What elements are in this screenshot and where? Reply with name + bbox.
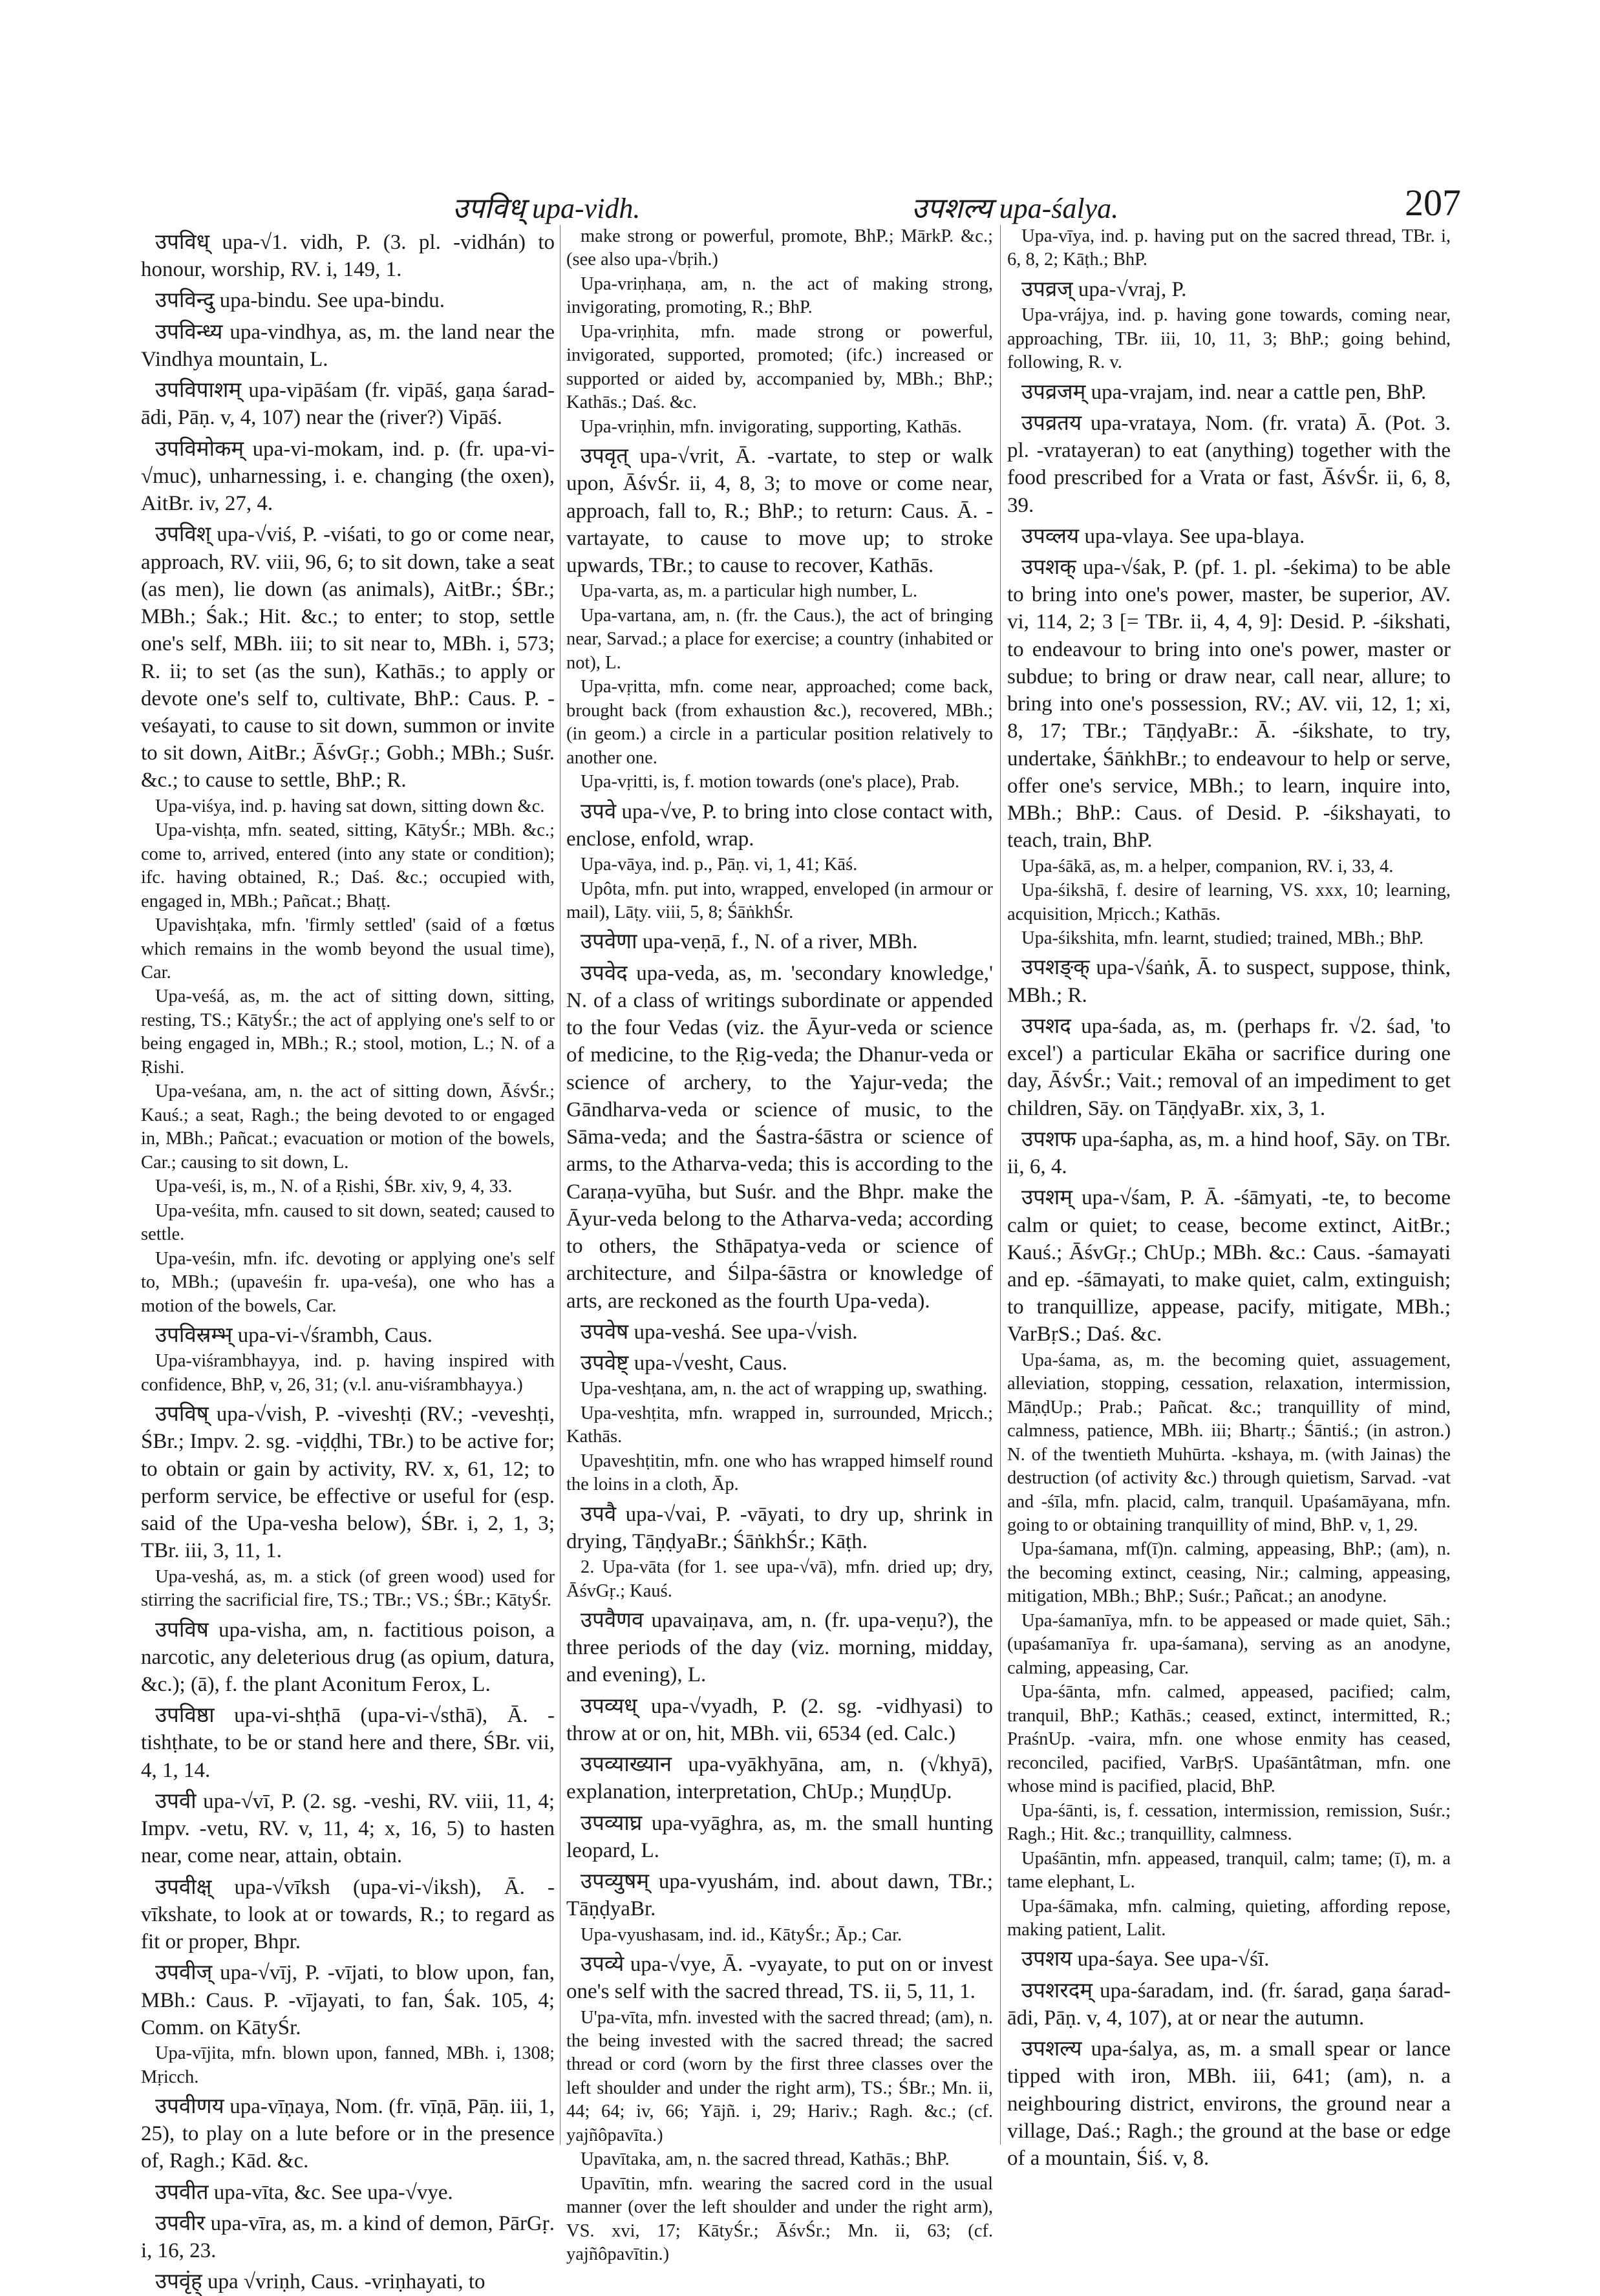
dictionary-entry-headword: उपव्ये upa-√vye, Ā. -vyayate, to put on or invest one's self with the sacred thread, TS. ii, 5, 11, 1. (566, 1953, 993, 2004)
dictionary-subentry: Upa-śikshita, mfn. learnt, studied; trained, MBh.; BhP. (1021, 928, 1424, 948)
dictionary-subentry: Upa-vṛitti, is, f. motion towards (one's place), Prab. (581, 772, 960, 792)
dictionary-subentry: Upa-veshá, as, m. a stick (of green wood) used for stirring the sacrificial fire, TS.; TBr.; VS.; ŚBr.; KātyŚr. (141, 1566, 555, 1611)
dictionary-subentry: Upa-vāya, ind. p., Pāṇ. vi, 1, 41; Kāś. (581, 855, 858, 875)
dictionary-subentry: Upa-veśin, mfn. ifc. devoting or applying one's self to, MBh.; (upaveśin fr. upa-veśa), one who has a motion of the bowels, Car. (141, 1248, 555, 1316)
dictionary-entry-headword: उपविन्दु upa-bindu. See upa-bindu. (155, 289, 445, 313)
dictionary-entry-headword: उपवे upa-√ve, P. to bring into close contact with, enclose, enfold, wrap. (566, 800, 993, 851)
dictionary-subentry: Upa-veśita, mfn. caused to sit down, seated; caused to settle. (141, 1200, 555, 1245)
dictionary-subentry: Upa-vīya, ind. p. having put on the sacred thread, TBr. i, 6, 8, 2; Kāṭh.; BhP. (1007, 226, 1451, 270)
dictionary-entry-headword: उपशङ्क् upa-√śaṅk, Ā. to suspect, suppose, think, MBh.; R. (1007, 956, 1451, 1007)
dictionary-entry-headword: उपवेद upa-veda, as, m. 'secondary knowledge,' N. of a class of writings subordinate or appended to the four Vedas (viz. the Āyur-veda or science of medicine, to the Ṛig-veda; the Dhanur-veda or science of archery, to the Yajur-veda; the Gāndharva-veda or science of music, to the Sāma-veda; and the Śastra-śāstra or science of arms, to the Atharva-veda; this is according to the Caraṇa-vyūha, but Suśr. and the Bhpr. make the Āyur-veda belong to the Atharva-veda; according to others, the Sthāpatya-veda or science of architecture, and Śilpa-śāstra or knowledge of arts, are reckoned as the fourth Upa-veda). (566, 961, 993, 1313)
dictionary-entry-headword: उपवेणा upa-veṇā, f., N. of a river, MBh. (581, 930, 918, 954)
dictionary-subentry: Upa-śamana, mf(ī)n. calming, appeasing, BhP.; (am), n. the becoming extinct, ceasing, Nir.; calming, appeasing, mitigation, MBh.; BhP.; Suśr.; Pañcat.; an anodyne. (1007, 1539, 1451, 1607)
dictionary-subentry: Upa-veśi, is, m., N. of a Ṛishi, ŚBr. xiv, 9, 4, 33. (155, 1176, 513, 1197)
dictionary-entry-headword: उपवैणव upavaiṇava, am, n. (fr. upa-veṇu?), the three periods of the day (viz. morning, midday, and evening), L. (566, 1608, 993, 1687)
dictionary-entry-headword: उपव्युषम् upa-vyushám, ind. about dawn, TBr.; TāṇḍyaBr. (566, 1870, 993, 1921)
dictionary-subentry: 2. Upa-vāta (for 1. see upa-√vā), mfn. dried up; dry, ĀśvGṛ.; Kauś. (566, 1557, 993, 1601)
dictionary-entry-headword: उपवेष upa-veshá. See upa-√vish. (581, 1320, 858, 1344)
dictionary-entry-headword: उपशय upa-śaya. See upa-√śī. (1021, 1948, 1270, 1972)
dictionary-entry-headword: उपशक् upa-√śak, P. (pf. 1. pl. -śekima) to be able to bring into one's power, master, be superior, AV. vi, 114, 2; 3 [= TBr. ii, 4, 4, 9]: Desid. P. -śikshati, to endeavour to bring into one's power, master or subdue; to bring or draw near, call near, allure; to bring into one's possession, RV.; AV. vii, 12, 1; xi, 8, 17; TBr.; TāṇḍyaBr.: Ā. -śikshate, to try, undertake, ŚāṅkhBr.; to endeavour to help or serve, offer one's service, MBh.; to learn, inquire into, MBh.; BhP.: Caus. of Desid. P. -śikshayati, to teach, train, BhP. (1007, 555, 1451, 853)
dictionary-subentry: Upa-vriṇhita, mfn. made strong or powerful, invigorated, supported, promoted; (ifc.) increased or supported or aided by, accompanied by, MBh.; BhP.; Kathās.; Daś. &c. (566, 321, 993, 413)
dictionary-entry-headword: उपव्याघ्र upa-vyāghra, as, m. the small hunting leopard, L. (566, 1811, 993, 1862)
dictionary-entry-headword: उपव्लय upa-vlaya. See upa-blaya. (1021, 524, 1305, 548)
dictionary-entry-headword: उपविन्ध्य upa-vindhya, as, m. the land near the Vindhya mountain, L. (141, 320, 555, 371)
dictionary-subentry: Upa-viśrambhayya, ind. p. having inspired with confidence, BhP, v, 26, 31; (v.l. anu-viśrambhayya.) (141, 1351, 555, 1395)
dictionary-entry-headword: उपविमोकम् upa-vi-mokam, ind. p. (fr. upa-vi-√muc), unharnessing, i. e. changing (the oxen), AitBr. iv, 27, 4. (141, 437, 555, 516)
dictionary-subentry: Upa-veśá, as, m. the act of sitting down, sitting, resting, TS.; KātyŚr.; the act of applying one's self to or being engaged in, MBh.; R.; stool, motion, L.; N. of a Ṛishi. (141, 986, 555, 1078)
dictionary-entry-headword: उपव्याख्यान upa-vyākhyāna, am, n. (√khyā), explanation, interpretation, ChUp.; MuṇḍUp. (566, 1753, 993, 1804)
dictionary-subentry: Upa-śāmaka, mfn. calming, quieting, affording repose, making patient, Lalit. (1007, 1896, 1451, 1940)
dictionary-entry-headword: उपवै upa-√vai, P. -vāyati, to dry up, shrink in drying, TāṇḍyaBr.; ŚāṅkhŚr.; Kāṭh. (566, 1502, 993, 1553)
dictionary-entry-headword: उपवी upa-√vī, P. (2. sg. -veshi, RV. viii, 11, 4; Impv. -vetu, RV. v, 11, 4; x, 16, 5) to hasten near, come near, attain, obtain. (141, 1789, 555, 1868)
dictionary-subentry: Upôta, mfn. put into, wrapped, enveloped (in armour or mail), Lāṭy. viii, 5, 8; ŚāṅkhŚr. (566, 878, 993, 923)
column-3 (1007, 225, 1451, 2196)
dictionary-entry-headword: उपवीत upa-vīta, &c. See upa-√vye. (155, 2180, 453, 2204)
dictionary-entry-headword: उपविस्रम्भ् upa-vi-√śrambh, Caus. (155, 1324, 433, 1347)
dictionary-subentry: Upa-veshṭita, mfn. wrapped in, surrounded, Mṛicch.; Kathās. (566, 1403, 993, 1447)
dictionary-entry-headword: उपशद upa-śada, as, m. (perhaps fr. √2. śad, 'to excel') a particular Ekāha or sacrifice during one day, ĀśvŚr.; Vait.; removal of an impediment to get children, Sāy. on TāṇḍyaBr. xix, 3, 1. (1007, 1014, 1451, 1120)
dictionary-entry-headword: उपविश् upa-√viś, P. -viśati, to go or come near, approach, RV. viii, 96, 6; to sit down, take a seat (as men), lie down (as animals), AitBr.; ŚBr.; MBh.; Śak.; Hit. &c.; to enter; to stop, settle one's self, MBh. iii; to sit near to, MBh. i, 573; R. ii; to set (as the sun), Kathās.; to apply or devote one's self to, cultivate, BhP.: Caus. P. -veśayati, to cause to sit down, summon or invite to sit down, AitBr.; ĀśvGṛ.; Gobh.; MBh.; Suśr. &c.; to cause to settle, BhP.; R. (141, 523, 555, 792)
dictionary-entry-headword: उपव्रजम् upa-vrajam, ind. near a cattle pen, BhP. (1021, 380, 1427, 404)
dictionary-entry-headword: उपशफ upa-śapha, as, m. a hind hoof, Sāy. on TBr. ii, 6, 4. (1007, 1127, 1451, 1179)
dictionary-entry-headword: उपविपाशम् upa-vipāśam (fr. vipāś, gaṇa śarad-ādi, Pāṇ. v, 4, 107) near the (river?) Vipāś. (141, 379, 555, 430)
dictionary-entry-headword: उपवीज् upa-√vīj, P. -vījati, to blow upon, fan, MBh.: Caus. P. -vījayati, to fan, Śak. 105, 4; Comm. on KātyŚr. (141, 1961, 555, 2039)
column-1 (141, 225, 555, 2294)
dictionary-subentry: Upa-vījita, mfn. blown upon, fanned, MBh. i, 1308; Mṛicch. (141, 2043, 555, 2087)
dictionary-entry-headword: उपव्यध् upa-√vyadh, P. (2. sg. -vidhyasi) to throw at or on, hit, MBh. vii, 6534 (ed. Calc.) (566, 1694, 993, 1745)
column-2 (566, 225, 993, 2265)
dictionary-entry-headword: उपशल्य upa-śalya, as, m. a small spear or lance tipped with iron, MBh. iii, 641; (am), n. a neighbouring district, environs, the ground near a village, Daś.; Ragh.; the ground at the base or edge of a mountain, Śiś. v, 8. (1007, 2037, 1451, 2171)
dictionary-subentry: Upa-śikshā, f. desire of learning, VS. xxx, 10; learning, acquisition, Mṛicch.; Kathās. (1007, 880, 1451, 924)
dictionary-subentry: Upaveshṭitin, mfn. one who has wrapped himself round the loins in a cloth, Āp. (566, 1451, 993, 1495)
dictionary-subentry: Upa-veśana, am, n. the act of sitting down, ĀśvŚr.; Kauś.; a seat, Ragh.; the being devoted to or engaged in, MBh.; Pañcat.; evacuation or motion of the bowels, Car.; causing to sit down, L. (141, 1081, 555, 1173)
dictionary-subentry: Upa-śākā, as, m. a helper, companion, RV. i, 33, 4. (1021, 856, 1394, 877)
dictionary-entry-headword: उपवीक्ष् upa-√vīksh (upa-vi-√iksh), Ā. -vīkshate, to look at or towards, R.; to regard as fit or proper, Bhpr. (141, 1875, 555, 1954)
dictionary-subentry: Upavishṭaka, mfn. 'firmly settled' (said of a fœtus which remains in the womb beyond the usual time), Car. (141, 915, 555, 983)
dictionary-subentry: make strong or powerful, promote, BhP.; MārkP. &c.; (see also upa-√bṛih.) (566, 226, 993, 270)
dictionary-subentry: Upa-śānti, is, f. cessation, intermission, remission, Suśr.; Ragh.; Hit. &c.; tranquillity, calmness. (1007, 1800, 1451, 1845)
dictionary-entry-headword: उपवीर upa-vīra, as, m. a kind of demon, PārGṛ. i, 16, 23. (141, 2211, 555, 2263)
dictionary-subentry: Upa-vriṇhin, mfn. invigorating, supporting, Kathās. (581, 416, 962, 437)
dictionary-subentry: Upa-śama, as, m. the becoming quiet, assuagement, alleviation, stopping, cessation, relaxation, intermission, MāṇḍUp.; Prab.; Pañcat. &c.; tranquillity of mind, calmness, patience, MBh. iii; Bhartṛ.; Śāntiś.; (in astron.) N. of the twentieth Muhūrta. -kshaya, m. (with Jainas) the destruction (of activity &c.) through quietism, Sarvad. -vat and -śīla, mfn. placid, calm, tranquil. Upaśamāyana, mfn. going to or obtaining tranquillity of mind, BhP. v, 1, 29. (1007, 1350, 1451, 1535)
dictionary-entry-headword: उपव्रतय upa-vrataya, Nom. (fr. vrata) Ā. (Pot. 3. pl. -vratayeran) to eat (anything) together with the food prescribed for a Vrata or fast, ĀśvŚr. ii, 6, 8, 39. (1007, 411, 1451, 517)
dictionary-subentry: Upa-vyushasam, ind. id., KātyŚr.; Āp.; Car. (581, 1924, 902, 1945)
dictionary-entry-headword: उपविष् upa-√vish, P. -viveshṭi (RV.; -veveshṭi, ŚBr.; Impv. 2. sg. -viḍḍhi, TBr.) to be active for; to obtain or gain by activity, RV. x, 61, 12; to perform service, be effective or useful for (esp. said of the Upa-vesha below), ŚBr. i, 2, 1, 3; TBr. iii, 3, 11, 1. (141, 1403, 555, 1563)
dictionary-subentry: Upavītaka, am, n. the sacred thread, Kathās.; BhP. (581, 2149, 950, 2170)
dictionary-subentry: Upa-viśya, ind. p. having sat down, sitting down &c. (155, 796, 545, 816)
dictionary-entry-headword: उपविष्ठा upa-vi-shṭhā (upa-vi-√sthā), Ā. -tishṭhate, to be or stand here and there, ŚBr. vii, 4, 1, 14. (141, 1704, 555, 1782)
dictionary-subentry: Upa-śamanīya, mfn. to be appeased or made quiet, Sāh.; (upaśamanīya fr. upa-śamana), serving as an anodyne, calming, appeasing, Car. (1007, 1610, 1451, 1678)
dictionary-subentry: Upa-veshṭana, am, n. the act of wrapping up, swathing. (581, 1379, 988, 1399)
dictionary-subentry: Upavītin, mfn. wearing the sacred cord in the usual manner (over the left shoulder and under the right arm), VS. xvi, 17; KātyŚr.; ĀśvŚr.; Mn. ii, 63; (cf. yajñôpavītin.) (566, 2173, 993, 2265)
dictionary-subentry: Upa-vriṇhaṇa, am, n. the act of making strong, invigorating, promoting, R.; BhP. (566, 273, 993, 318)
dictionary-entry-headword: उपवृंह् upa √vriṇh, Caus. -vriṇhayati, to (155, 2270, 485, 2294)
column-divider-2 (1000, 225, 1001, 2145)
running-head-left: उपविध् upa-vidh. (453, 193, 641, 224)
dictionary-entry-headword: उपवृत् upa-√vrit, Ā. -vartate, to step or walk upon, ĀśvŚr. ii, 4, 8, 3; to move or come near, approach, fall to, R.; BhP.; to return: Caus. Ā. -vartayate, to cause to move up; to stroke upwards, TBr.; to cause to recover, Kathās. (566, 445, 993, 578)
dictionary-entry-headword: उपशरदम् upa-śaradam, ind. (fr. śarad, gaṇa śarad-ādi, Pāṇ. v, 4, 107), at or near the autumn. (1007, 1979, 1451, 2030)
dictionary-entry-headword: उपवीणय upa-vīṇaya, Nom. (fr. vīṇā, Pāṇ. iii, 1, 25), to play on a lute before or in the presence of, Ragh.; Kād. &c. (141, 2094, 555, 2173)
dictionary-entry-headword: उपविध् upa-√1. vidh, P. (3. pl. -vidhán) to honour, worship, RV. i, 149, 1. (141, 231, 555, 282)
dictionary-entry-headword: उपवेष्ट् upa-√vesht, Caus. (581, 1352, 787, 1375)
dictionary-subentry: U'pa-vīta, mfn. invested with the sacred thread; (am), n. the being invested with the sacred thread; the sacred thread or cord (worn by the first three classes over the left shoulder and under the right arm), TS.; ŚBr.; Mn. ii, 44; 64; iv, 66; Yājñ. i, 29; Hariv.; Ragh. &c.; (cf. yajñôpavīta.) (566, 2007, 993, 2145)
dictionary-subentry: Upa-vrájya, ind. p. having gone towards, coming near, approaching, TBr. iii, 10, 11, 3; BhP.; going behind, following, R. v. (1007, 305, 1451, 373)
page-header (142, 175, 1461, 226)
dictionary-subentry: Upa-vishṭa, mfn. seated, sitting, KātyŚr.; MBh. &c.; come to, arrived, entered (into any state or condition); ifc. having obtained, R.; Daś. &c.; occupied with, engaged in, MBh.; Pañcat.; Bhaṭṭ. (141, 820, 555, 911)
dictionary-entry-headword: उपविष upa-visha, am, n. factitious poison, a narcotic, any deleterious drug (as opium, datura, &c.); (ā), f. the plant Aconitum Ferox, L. (141, 1618, 555, 1696)
dictionary-subentry: Upaśāntin, mfn. appeased, tranquil, calm; tame; (ī), m. a tame elephant, L. (1007, 1848, 1451, 1893)
running-head-center: उपशल्य upa-śalya. (912, 193, 1119, 224)
dictionary-subentry: Upa-vartana, am, n. (fr. the Caus.), the act of bringing near, Sarvad.; a place for exercise; a country (inhabited or not), L. (566, 605, 993, 673)
dictionary-subentry: Upa-vṛitta, mfn. come near, approached; come back, brought back (from exhaustion &c.), recovered, MBh.; (in geom.) a circle in a particular position relatively to another one. (566, 677, 993, 768)
dictionary-entry-headword: उपशम् upa-√śam, P. Ā. -śāmyati, -te, to become calm or quiet; to cease, become extinct, AitBr.; Kauś.; ĀśvGṛ.; ChUp.; MBh. &c.: Caus. -śamayati and ep. -śāmayati, to make quiet, calm, extinguish; to tranquillize, appease, pacify, mitigate, MBh.; VarBṛS.; Daś. &c. (1007, 1186, 1451, 1346)
dictionary-subentry: Upa-śānta, mfn. calmed, appeased, pacified; calm, tranquil, BhP.; Kathās.; ceased, extinct, intermitted, R.; PraśnUp. -vaira, mfn. one whose enmity has ceased, reconciled, pacified, VarBṛS. Upaśāntâtman, mfn. one whose mind is pacified, placid, BhP. (1007, 1682, 1451, 1797)
dictionary-subentry: Upa-varta, as, m. a particular high number, L. (581, 581, 918, 602)
page-number: 207 (1405, 182, 1461, 224)
dictionary-entry-headword: उपव्रज् upa-√vraj, P. (1021, 277, 1187, 301)
